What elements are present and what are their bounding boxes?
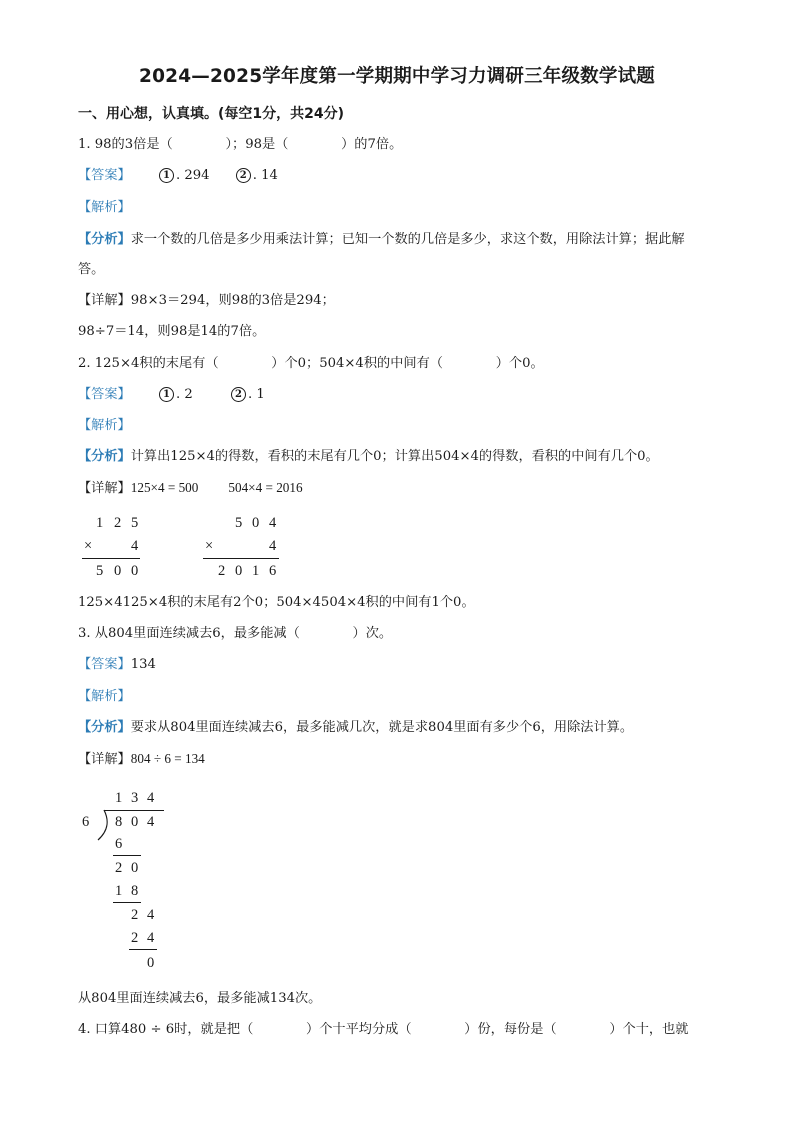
q2-analysis-text: 计算出125×4的得数，看积的末尾有几个0；计算出504×4的得数，看积的中间有几个0。 [130,449,659,464]
calc-digit: 0 [114,563,122,579]
division-digit: 0 [147,955,155,971]
division-digit: 0 [131,814,139,830]
q3-jiexi-tag: 【解析】 [78,689,131,704]
q1-jiexi-tag: 【解析】 [78,200,131,215]
q3-detail [78,749,205,770]
division-digit: 4 [147,930,155,946]
division-digit: 8 [115,814,123,830]
detail-tag: 【详解】 [78,293,131,308]
circled-number-icon: 1 [159,387,174,402]
calc-rule [203,558,279,559]
circled-number-icon: 2 [236,168,251,183]
division-digit: 1 [115,883,123,899]
q3-analysis-text: 要求从804里面连续减去6，最多能减几次，就是求804里面有多少个6，用除法计算。 [130,720,634,735]
page-title: 2024—2025学年度第一学期期中学习力调研三年级数学试题 [139,66,655,87]
detail-tag: 【详解】 [78,752,131,767]
calc-rule [82,558,140,559]
analysis-tag: 【分析】 [78,232,131,247]
division-digit: 1 [115,790,123,806]
division-rule [129,949,157,950]
analysis-tag: 【分析】 [78,449,131,464]
q1-detail [78,291,335,311]
circled-number-icon: 1 [159,168,174,183]
q1-detail-text-1: 98×3＝294，则98的3倍是294； [130,293,335,308]
calc-digit: 1 [252,563,260,579]
question-3: 3. 从804里面连续减去6，最多能减（ ）次。 [78,626,393,641]
q3-answer-line [78,655,156,675]
q2-analysis [78,447,659,467]
division-bracket-icon [96,808,108,842]
division-digit: 6 [115,836,123,852]
division-digit: 4 [147,907,155,923]
q1-analysis [78,230,685,250]
division-digit: 4 [147,790,155,806]
q2-answer-1: . 2 [175,387,193,402]
multiply-sign: × [205,538,214,554]
q2-detail [78,478,303,499]
calc-digit: 0 [252,515,260,531]
answer-tag: 【答案】 [78,657,131,672]
circled-number-icon: 2 [231,387,246,402]
q1-analysis-text-1: 求一个数的几倍是多少用乘法计算；已知一个数的几倍是多少，求这个数，用除法计算；据此解 [130,232,685,247]
division-digit: 2 [115,860,123,876]
q2-answer-line [78,385,265,405]
section-heading: 一、用心想，认真填。(每空1分，共24分) [78,106,345,122]
analysis-tag: 【分析】 [78,720,131,735]
q1-answer-2: . 14 [252,168,278,183]
q3-detail-eq: 804 ÷ 6 = 134 [130,751,205,766]
calc-digit: 1 [96,515,104,531]
q2-answer-2: . 1 [247,387,265,402]
calc-digit: 4 [269,538,277,554]
calc-digit: 0 [235,563,243,579]
question-1: 1. 98的3倍是（ ）；98是（ ）的7倍。 [78,137,403,152]
q3-analysis [78,718,633,738]
answer-tag: 【答案】 [78,168,131,183]
q1-detail-text-2: 98÷7＝14，则98是14的7倍。 [78,324,266,339]
division-bar [104,810,164,811]
calc-digit: 2 [114,515,122,531]
question-2: 2. 125×4积的末尾有（ ）个0；504×4积的中间有（ ）个0。 [78,356,544,371]
division-rule [113,902,141,903]
q3-answer: 134 [130,657,156,672]
q2-detail-eq-1: 125×4 = 500 [130,480,199,495]
calc-digit: 4 [131,538,139,554]
calc-digit: 5 [96,563,104,579]
q1-answer-1: . 294 [175,168,210,183]
calc-digit: 4 [269,515,277,531]
q1-answer-line [78,166,278,186]
calc-digit: 5 [235,515,243,531]
division-digit: 3 [131,790,139,806]
calc-digit: 6 [269,563,277,579]
q3-conclusion: 从804里面连续减去6，最多能减134次。 [78,991,322,1006]
division-digit: 2 [131,930,139,946]
calc-digit: 2 [218,563,226,579]
q2-detail-eq-2: 504×4 = 2016 [228,480,303,495]
q1-analysis-text-2: 答。 [78,262,105,277]
division-digit: 4 [147,814,155,830]
answer-tag: 【答案】 [78,387,131,402]
calc-digit: 5 [131,515,139,531]
multiply-sign: × [84,538,93,554]
division-rule [113,855,141,856]
division-digit: 2 [131,907,139,923]
question-4: 4. 口算480 ÷ 6时，就是把（ ）个十平均分成（ ）份，每份是（ ）个十，也就 [78,1022,689,1037]
division-divisor: 6 [82,814,90,830]
q2-conclusion: 125×4125×4积的末尾有2个0；504×4504×4积的中间有1个0。 [78,595,475,610]
detail-tag: 【详解】 [78,481,131,496]
division-digit: 8 [131,883,139,899]
division-digit: 0 [131,860,139,876]
q2-jiexi-tag: 【解析】 [78,418,131,433]
calc-digit: 0 [131,563,139,579]
